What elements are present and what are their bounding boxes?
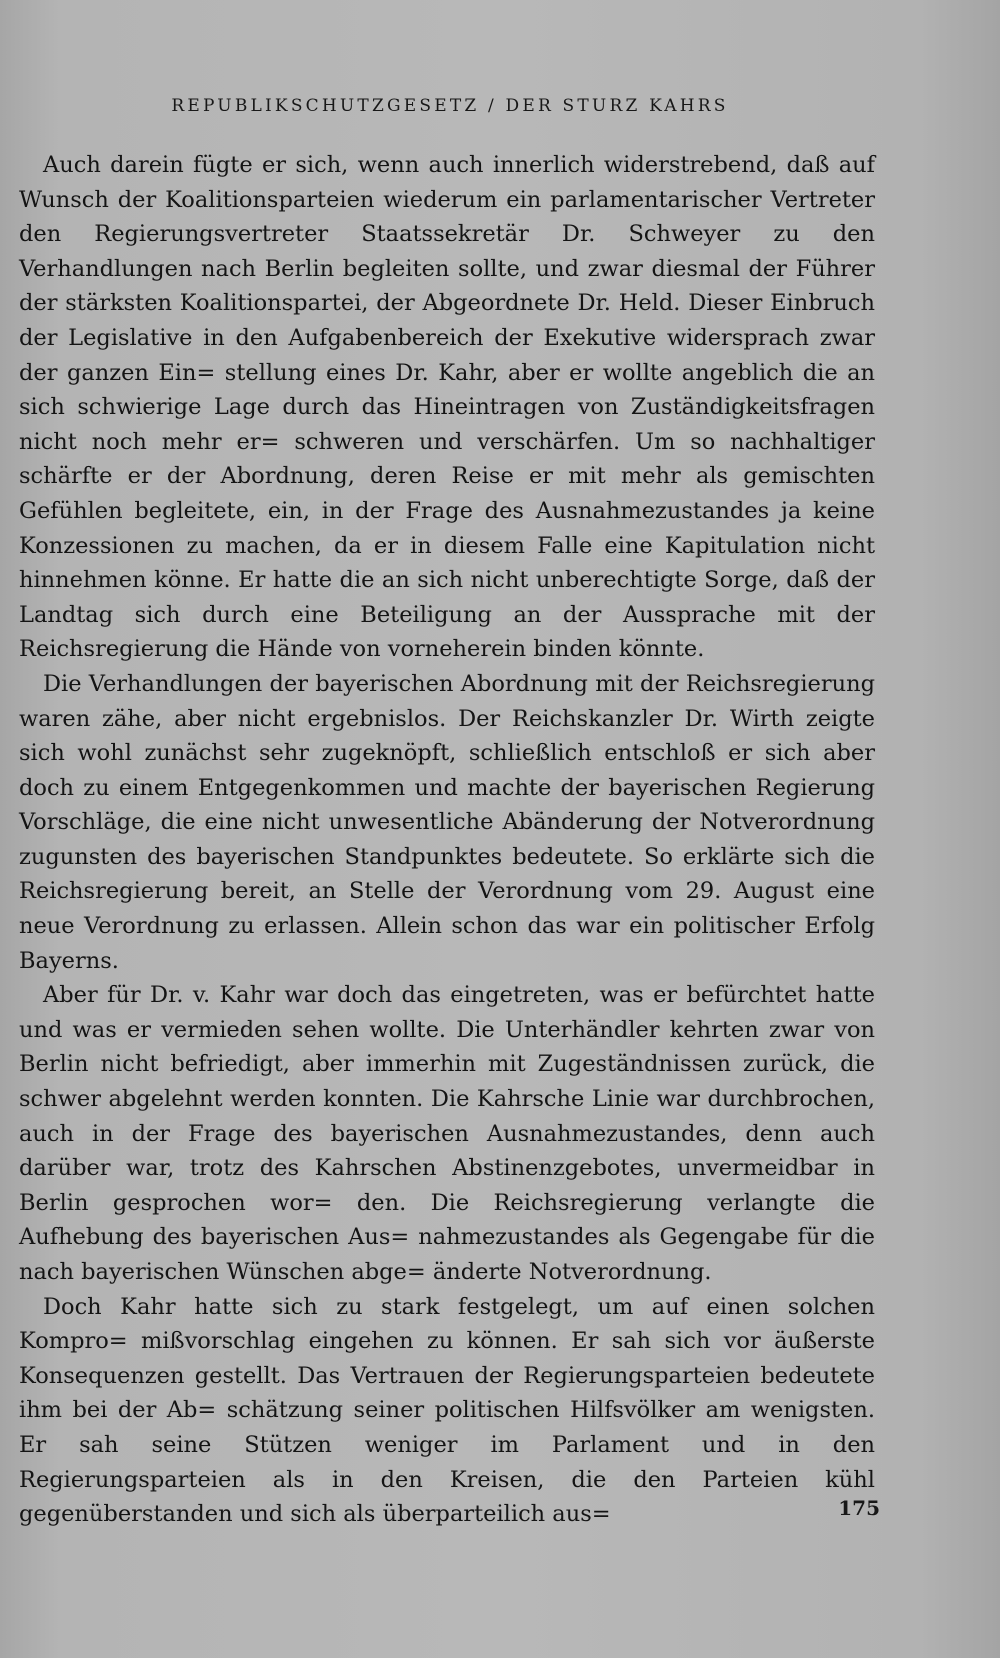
paragraph-1: Auch darein fügte er sich, wenn auch innerlich widerstrebend, daß auf Wunsch der Koalitionsparteien wiederum ein parlamentarischer Vertreter den Regierungsvertreter Staatssekretär Dr. Schweyer zu den Verhandlungen nach Berlin begleiten sollte, und zwar diesmal der Führer der stärksten Koalitionspartei, der Abgeordnete Dr. Held. Dieser Einbruch der Legislative in den Aufgabenbereich der Exekutive widersprach zwar der ganzen Ein= stellung eines Dr. Kahr, aber er wollte angeblich die an sich schwierige Lage durch das Hineintragen von Zuständigkeitsfragen nicht noch mehr er= schweren und verschärfen. Um so nachhaltiger schärfte er der Abordnung, deren Reise er mit mehr als gemischten Gefühlen begleitete, ein, in der Frage des Ausnahmezustandes ja keine Konzessionen zu machen, da er in diesem Falle eine Kapitulation nicht hinnehmen könne. Er hatte die an sich nicht unberechtigte Sorge, daß der Landtag sich durch eine Beteiligung an der Aussprache mit der Reichsregierung die Hände von vorneherein binden könnte. [19,152,875,663]
paragraph-4: Doch Kahr hatte sich zu stark festgelegt, um auf einen solchen Kompro= mißvorschlag eingehen zu können. Er sah sich vor äußerste Konsequenzen gestellt. Das Vertrauen der Regierungsparteien bedeutete ihm bei der Ab= schätzung seiner politischen Hilfsvölker am wenigsten. Er sah seine Stützen weniger im Parlament und in den Regierungsparteien als in den Kreisen, die den Parteien kühl gegenüberstanden und sich als überparteilich aus= [19,1293,875,1528]
paragraph-3: Aber für Dr. v. Kahr war doch das eingetreten, was er befürchtet hatte und was er vermieden sehen wollte. Die Unterhändler kehrten zwar von Berlin nicht befriedigt, aber immerhin mit Zugeständnissen zurück, die schwer abgelehnt werden konnten. Die Kahrsche Linie war durchbrochen, auch in der Frage des bayerischen Ausnahmezustandes, denn auch darüber war, trotz des Kahrschen Abstinenzgebotes, unvermeidbar in Berlin gesprochen wor= den. Die Reichsregierung verlangte die Aufhebung des bayerischen Aus= nahmezustandes als Gegengabe für die nach bayerischen Wünschen abge= änderte Notverordnung. [19,982,875,1285]
page-body [19,148,875,1532]
running-header: REPUBLIKSCHUTZGESETZ / DER STURZ KAHRS [171,96,729,116]
page-number: 175 [838,1496,880,1520]
paragraph-2: Die Verhandlungen der bayerischen Abordnung mit der Reichsregierung waren zähe, aber nicht ergebnislos. Der Reichskanzler Dr. Wirth zeigte sich wohl zunächst sehr zugeknöpft, schließlich entschloß er sich aber doch zu einem Entgegenkommen und machte der bayerischen Regierung Vorschläge, die eine nicht unwesentliche Abänderung der Notverordnung zugunsten des bayerischen Standpunktes bedeutete. So erklärte sich die Reichsregierung bereit, an Stelle der Verordnung vom 29. August eine neue Verordnung zu erlassen. Allein schon das war ein politischer Erfolg Bayerns. [19,670,875,974]
